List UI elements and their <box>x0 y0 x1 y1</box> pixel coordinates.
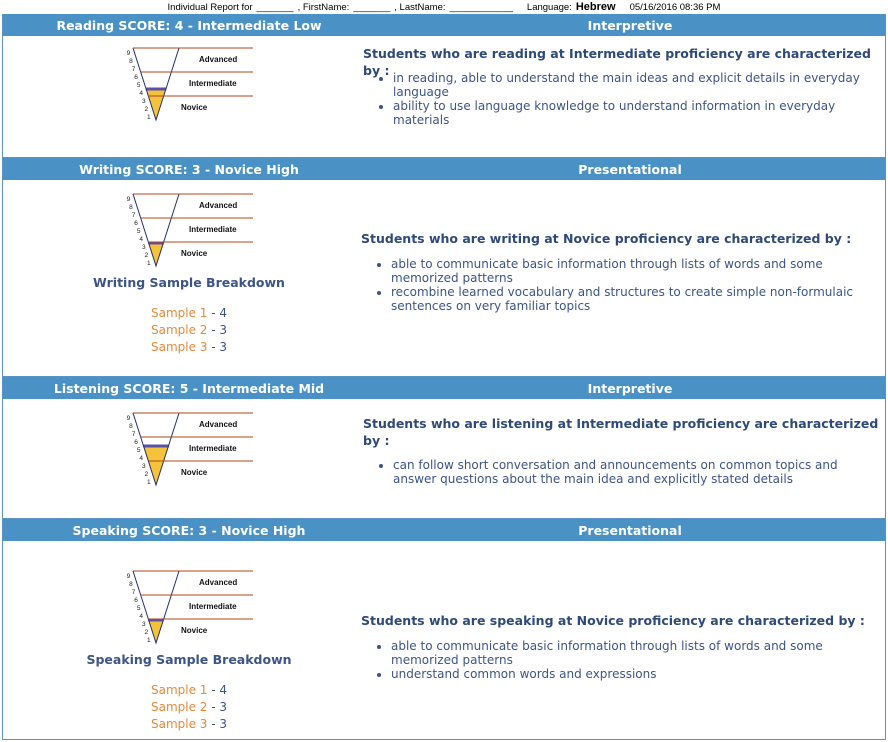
score-tick: 4 <box>139 90 144 97</box>
sample-name: Sample 1 <box>150 683 208 697</box>
proficiency-pyramid <box>121 44 261 124</box>
level-label: Advanced <box>199 420 238 429</box>
score-tick: 1 <box>147 637 151 644</box>
section-mode: Interpretive <box>587 380 673 396</box>
sample-name: Sample 1 <box>150 306 208 320</box>
score-tick: 8 <box>129 58 133 65</box>
score-tick: 7 <box>131 212 136 219</box>
level-label: Novice <box>181 468 208 477</box>
characterization-heading: Students who are reading at Intermediate proficiency are characterized by : <box>363 46 871 78</box>
sample-row <box>3 682 375 699</box>
writing-section <box>2 158 886 377</box>
section-mode: Presentational <box>578 161 682 177</box>
level-label: Intermediate <box>189 225 237 234</box>
level-label: Novice <box>181 103 208 112</box>
score-tick: 3 <box>141 98 146 105</box>
language-label: Language: <box>526 1 572 13</box>
score-tick: 8 <box>129 204 133 211</box>
score-tick: 9 <box>126 573 131 580</box>
characteristics-list <box>361 639 881 681</box>
section-header <box>3 377 885 399</box>
score-tick: 2 <box>144 629 149 636</box>
level-label: Novice <box>181 249 208 258</box>
sample-row <box>3 716 375 733</box>
reading-section <box>2 14 886 158</box>
section-mode: Interpretive <box>587 17 673 33</box>
language-value: Hebrew <box>575 1 616 13</box>
characteristic-item: • ability to use language knowledge to understand information in everyday materials <box>393 99 883 127</box>
section-header <box>3 519 885 541</box>
section-header <box>3 14 885 36</box>
speaking-section <box>2 519 886 740</box>
sample-list <box>3 305 375 356</box>
score-tick: 4 <box>139 613 144 620</box>
level-label: Advanced <box>199 578 238 587</box>
proficiency-pyramid <box>121 409 261 489</box>
characteristic-item: • able to communicate basic information through lists of words and some memorized patterns <box>391 639 881 667</box>
sample-row <box>3 339 375 356</box>
sample-score: - 3 <box>207 340 228 354</box>
sample-score: - 4 <box>207 683 228 697</box>
section-score-title: Reading SCORE: 4 - Intermediate Low <box>56 17 322 33</box>
score-tick: 7 <box>131 66 136 73</box>
first-name-label: , FirstName: <box>297 1 350 13</box>
report-header-line: Individual Report for _______ , FirstName: _______ , LastName: ____________ Language: Hebrew 05/16/2016 08:36 PM <box>167 1 721 13</box>
score-tick: 1 <box>147 479 151 486</box>
report-date: 05/16/2016 08:36 PM <box>629 1 721 13</box>
sample-score: - 3 <box>207 717 228 731</box>
section-score-title: Writing SCORE: 3 - Novice High <box>79 161 299 177</box>
characteristics-list <box>363 71 883 127</box>
sample-name: Sample 2 <box>150 700 208 714</box>
level-label: Intermediate <box>189 602 237 611</box>
level-label: Intermediate <box>189 444 237 453</box>
score-tick: 7 <box>131 431 136 438</box>
score-tick: 3 <box>141 621 146 628</box>
score-tick: 6 <box>134 74 138 81</box>
score-tick: 3 <box>141 244 146 251</box>
score-tick: 8 <box>129 423 133 430</box>
score-tick: 4 <box>139 455 144 462</box>
section-score-title: Listening SCORE: 5 - Intermediate Mid <box>53 380 325 396</box>
proficiency-pyramid <box>121 190 261 270</box>
characteristic-item: • understand common words and expressions <box>391 667 881 681</box>
level-label: Advanced <box>199 201 238 210</box>
characteristics-list <box>363 458 883 486</box>
listening-section <box>2 377 886 519</box>
score-tick: 6 <box>134 597 138 604</box>
sample-name: Sample 3 <box>150 717 208 731</box>
score-tick: 9 <box>126 50 131 57</box>
level-label: Intermediate <box>189 79 237 88</box>
score-tick: 3 <box>141 463 146 470</box>
characterization-heading: Students who are listening at Intermediate proficiency are characterized by : <box>363 416 879 448</box>
characteristics-list <box>361 257 881 313</box>
score-tick: 5 <box>136 447 141 454</box>
score-tick: 4 <box>139 236 144 243</box>
sample-score: - 3 <box>207 700 228 714</box>
sample-breakdown-title: Speaking Sample Breakdown <box>86 652 292 667</box>
score-tick: 7 <box>131 589 136 596</box>
section-mode: Presentational <box>578 522 682 538</box>
characteristic-item: • able to communicate basic information through lists of words and some memorized patterns <box>391 257 881 285</box>
sample-list <box>3 682 375 733</box>
score-tick: 5 <box>136 82 141 89</box>
characteristic-item: • can follow short conversation and announcements on common topics and answer questions about the main idea and explicitly stated details <box>393 458 883 486</box>
sample-name: Sample 2 <box>150 323 208 337</box>
last-name-label: , LastName: <box>394 1 446 13</box>
sample-name: Sample 3 <box>150 340 208 354</box>
score-tick: 8 <box>129 581 133 588</box>
sample-breakdown-title: Writing Sample Breakdown <box>93 275 285 290</box>
characterization-heading: Students who are speaking at Novice proficiency are characterized by : <box>361 613 865 628</box>
characterization-heading: Students who are writing at Novice proficiency are characterized by : <box>361 231 852 246</box>
characteristic-item: • recombine learned vocabulary and structures to create simple non-formulaic sentences on very familiar topics <box>391 285 881 313</box>
sample-row <box>3 699 375 716</box>
score-tick: 6 <box>134 439 138 446</box>
section-header <box>3 158 885 180</box>
level-label: Advanced <box>199 55 238 64</box>
score-tick: 5 <box>136 228 141 235</box>
score-tick: 9 <box>126 196 131 203</box>
sample-score: - 4 <box>207 306 228 320</box>
score-tick: 2 <box>144 471 149 478</box>
level-label: Novice <box>181 626 208 635</box>
score-tick: 1 <box>147 114 151 121</box>
section-score-title: Speaking SCORE: 3 - Novice High <box>72 522 306 538</box>
score-tick: 6 <box>134 220 138 227</box>
characteristic-item: • in reading, able to understand the main ideas and explicit details in everyday language <box>393 71 883 99</box>
score-tick: 5 <box>136 605 141 612</box>
sample-row <box>3 305 375 322</box>
sample-score: - 3 <box>207 323 228 337</box>
proficiency-pyramid <box>121 567 261 647</box>
score-tick: 1 <box>147 260 151 267</box>
sample-row <box>3 322 375 339</box>
score-tick: 2 <box>144 252 149 259</box>
score-tick: 9 <box>126 415 131 422</box>
report-label: Individual Report for <box>167 1 253 13</box>
score-tick: 2 <box>144 106 149 113</box>
